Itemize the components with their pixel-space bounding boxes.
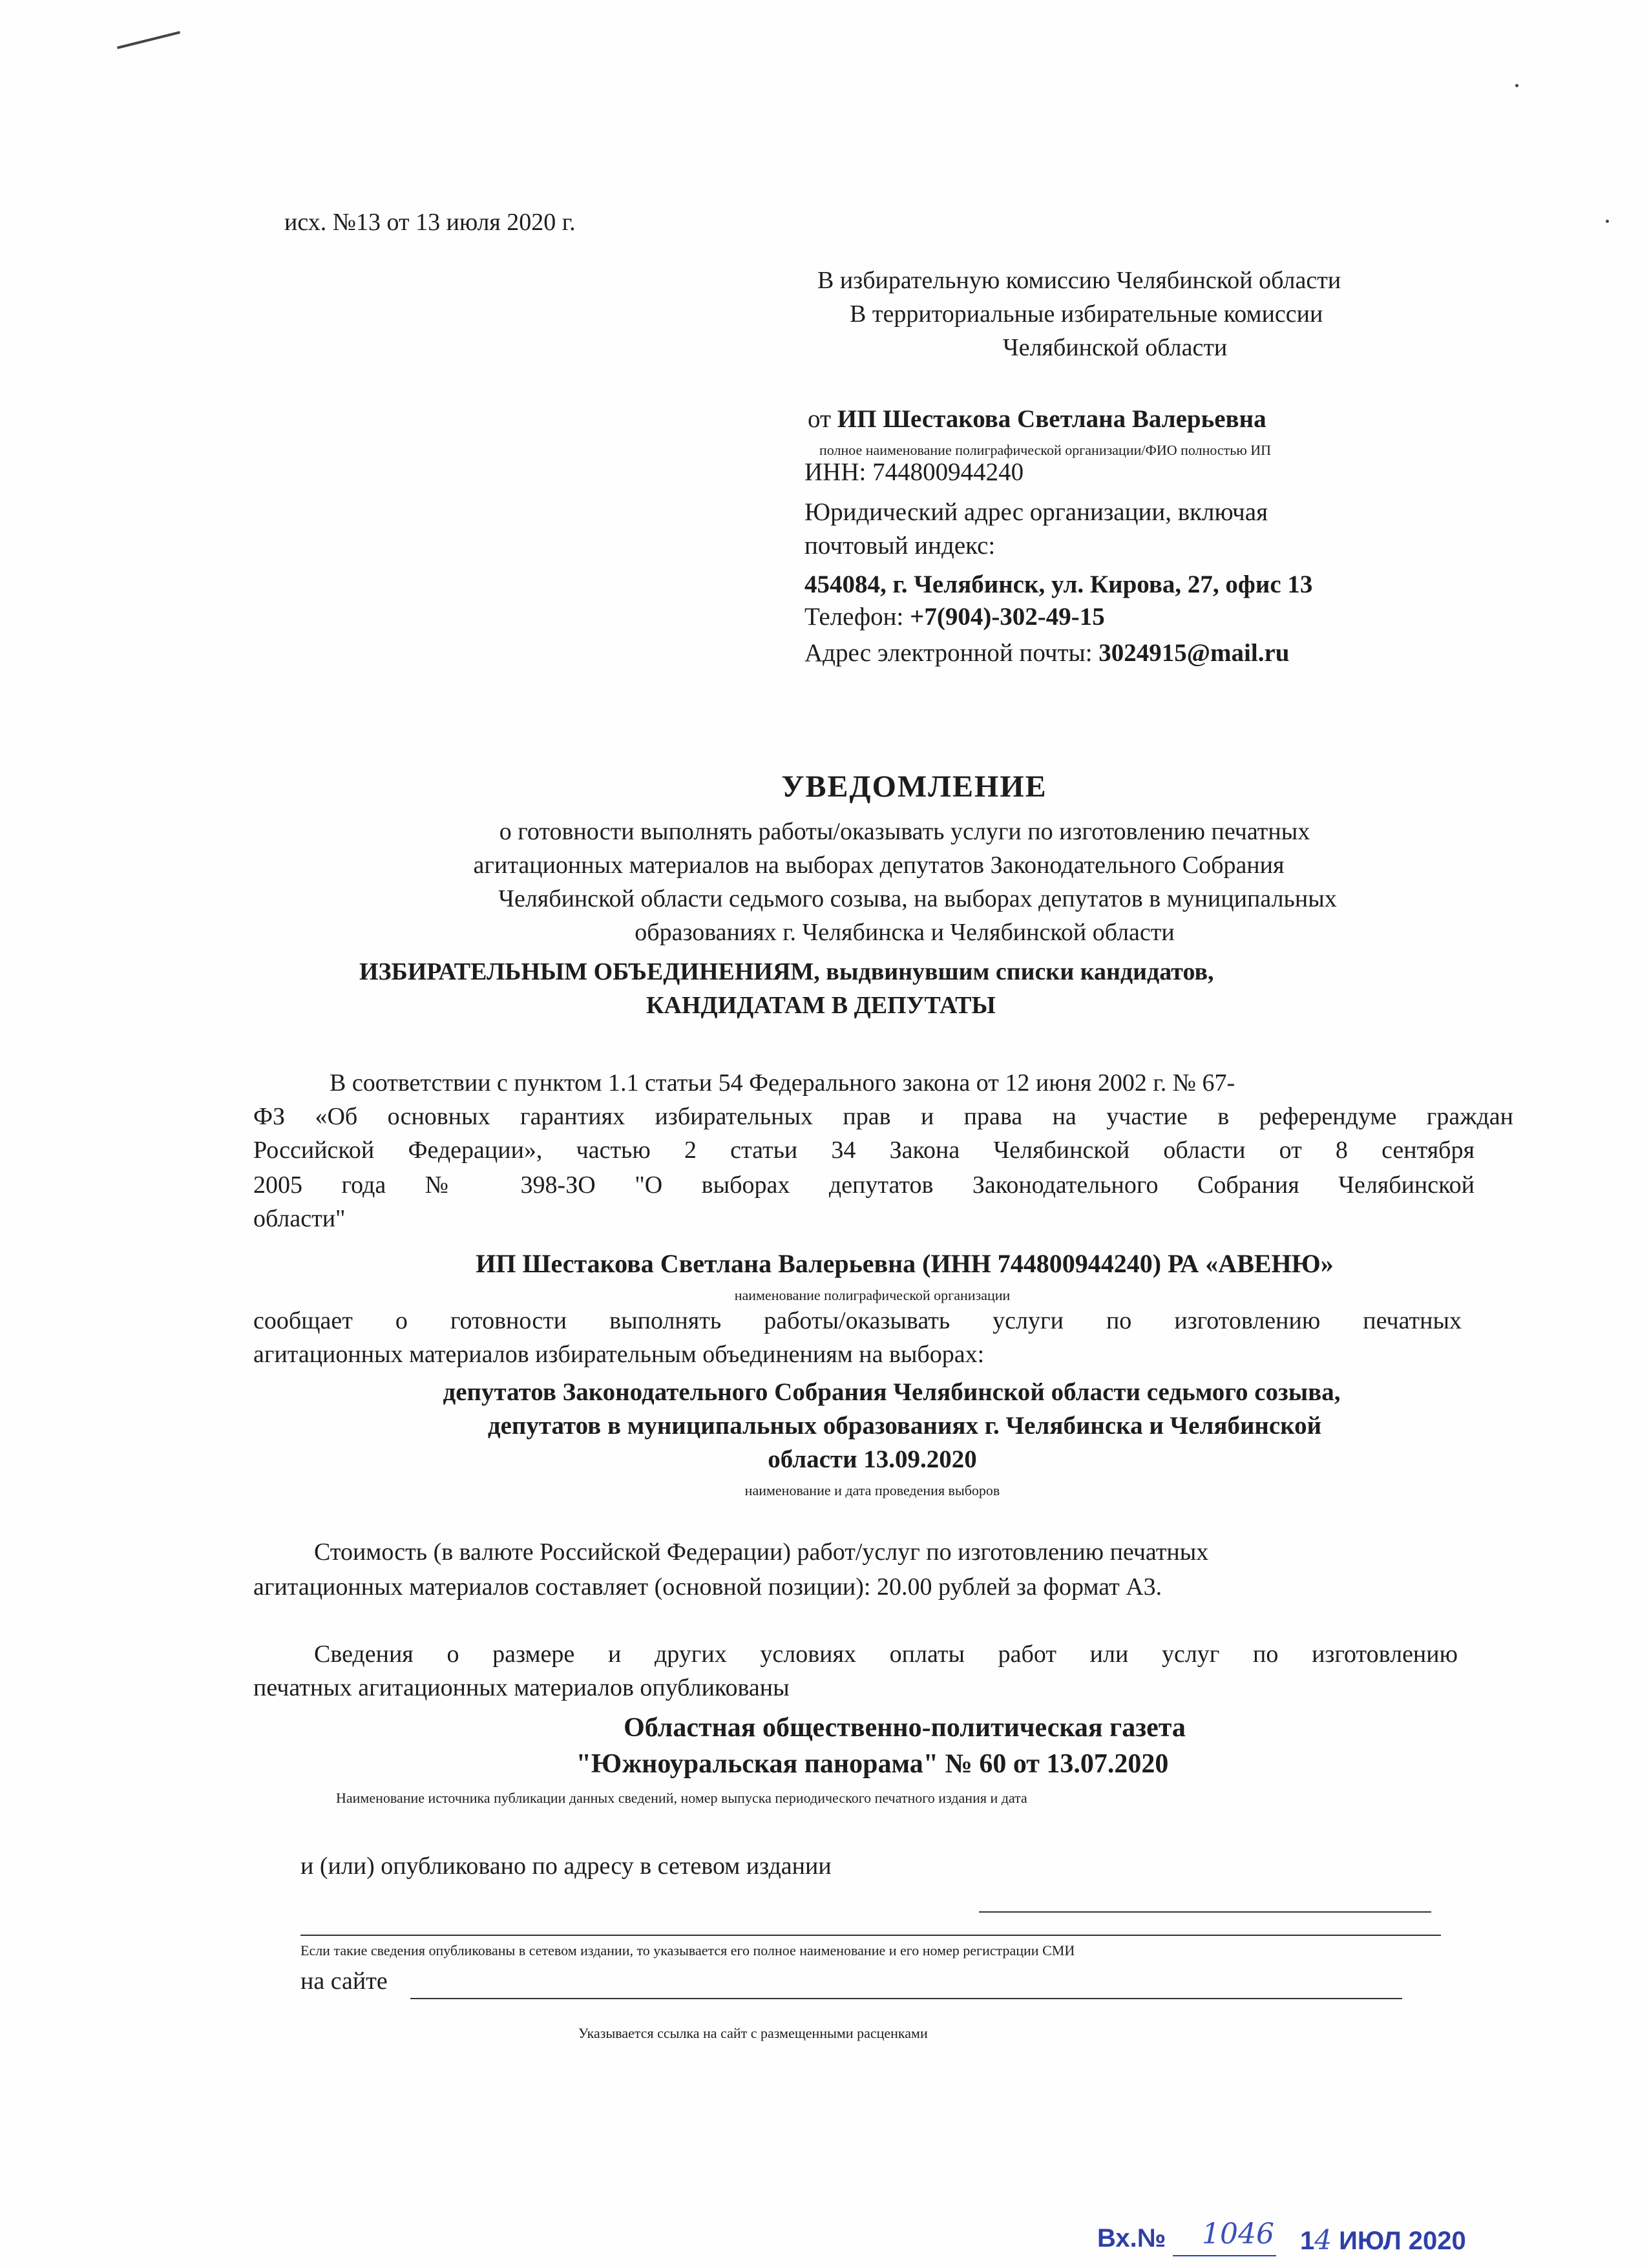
basis-line: 2005 года № 398-ЗО "О выборах депутатов Законодательного Собрания Челябинской (253, 1171, 1475, 1199)
recipient-line: В территориальные избирательные комиссии (850, 300, 1323, 328)
online-label: и (или) опубликовано по адресу в сетевом издании (300, 1853, 832, 1880)
phone-value: +7(904)-302-49-15 (910, 603, 1105, 631)
scan-mark (117, 31, 180, 49)
from-name: ИП Шестакова Светлана Валерьевна (837, 405, 1266, 433)
newspaper-caption: Наименование источника публикации данных сведений, номер выпуска периодического печатного издания и дата (336, 1790, 1027, 1806)
elections-line: депутатов в муниципальных образованиях г. Челябинска и Челябинской (487, 1412, 1322, 1440)
incoming-stamp-number: 1046 (1202, 2218, 1274, 2251)
basis-line: ФЗ «Об основных гарантиях избирательных прав и права на участие в референдуме граждан (253, 1103, 1513, 1130)
basis-line: области" (253, 1205, 346, 1232)
outgoing-number: исх. №13 от 13 июля 2020 г. (284, 209, 576, 236)
stamp-date-rest: ИЮЛ 2020 (1339, 2227, 1466, 2255)
email-value: 3024915@mail.ru (1098, 639, 1290, 667)
cost-line: Стоимость (в валюте Российской Федерации) работ/услуг по изготовлению печатных (314, 1538, 1209, 1566)
recipient-line: В избирательную комиссию Челябинской области (817, 267, 1341, 294)
addressees-line: КАНДИДАТАМ В ДЕПУТАТЫ (646, 992, 996, 1019)
elections-line: области 13.09.2020 (768, 1445, 977, 1473)
stamp-number-underline (1173, 2255, 1276, 2256)
site-underline (410, 1998, 1402, 1999)
info-line: печатных агитационных материалов опубликованы (253, 1674, 790, 1701)
from-prefix: от (808, 405, 837, 433)
scan-dot (1515, 84, 1518, 87)
info-line: Сведения о размере и других условиях оплаты работ или услуг по изготовлению (314, 1641, 1458, 1668)
ready-line: агитационных материалов избирательным объединениям на выборах: (253, 1341, 985, 1368)
subtitle-line: агитационных материалов на выборах депутатов Законодательного Собрания (473, 852, 1285, 879)
phone-label: Телефон: (804, 603, 910, 631)
site-label: на сайте (300, 1968, 388, 1995)
sender-name (808, 404, 1266, 434)
scan-dot (1606, 220, 1609, 223)
address-label: Юридический адрес организации, включая (804, 498, 1268, 526)
address-label: почтовый индекс: (804, 532, 996, 560)
stamp-date-day: 1 (1300, 2227, 1315, 2255)
online-underline (979, 1911, 1431, 1913)
ready-line: сообщает о готовности выполнять работы/оказывать услуги по изготовлению печатных (253, 1307, 1462, 1334)
recipient-line: Челябинской области (1003, 334, 1228, 361)
elections-line: депутатов Законодательного Собрания Челябинской области седьмого созыва, (443, 1378, 1341, 1406)
newspaper-line: "Южноуральская панорама" № 60 от 13.07.2020 (576, 1749, 1169, 1779)
online-underline (300, 1935, 1441, 1936)
document-title: УВЕДОМЛЕНИЕ (781, 770, 1047, 804)
elections-caption: наименование и дата проведения выборов (744, 1482, 1000, 1498)
subtitle-line: о готовности выполнять работы/оказывать услуги по изготовлению печатных (499, 818, 1310, 845)
newspaper-line: Областная общественно-политическая газета (624, 1713, 1186, 1743)
subtitle-line: Челябинской области седьмого созыва, на выборах депутатов в муниципальных (498, 885, 1337, 912)
org-caption: наименование полиграфической организации (734, 1287, 1011, 1303)
incoming-stamp-date (1300, 2224, 1466, 2256)
incoming-stamp-prefix: Вх.№ (1097, 2224, 1166, 2252)
basis-line: Российской Федерации», частью 2 статьи 34 Закона Челябинской области от 8 сентября (253, 1137, 1475, 1164)
org-name: ИП Шестакова Светлана Валерьевна (ИНН 744800944240) РА «АВЕНЮ» (476, 1249, 1334, 1278)
sender-address: 454084, г. Челябинск, ул. Кирова, 27, офис 13 (804, 571, 1313, 598)
basis-line: В соответствии с пунктом 1.1 статьи 54 Федерального закона от 12 июня 2002 г. № 67- (330, 1069, 1235, 1097)
addressees-line: ИЗБИРАТЕЛЬНЫМ ОБЪЕДИНЕНИЯМ, выдвинувшим списки кандидатов, (359, 958, 1214, 985)
cost-line: агитационных материалов составляет (основной позиции): 20.00 рублей за формат А3. (253, 1573, 1162, 1601)
sender-name-caption: полное наименование полиграфической организации/ФИО полностью ИП (819, 442, 1272, 458)
online-caption: Если такие сведения опубликованы в сетевом издании, то указывается его полное наименование и его номер регистрации СМИ (300, 1942, 1075, 1958)
stamp-date-handwritten: 4 (1314, 2224, 1332, 2256)
sender-inn: ИНН: 744800944240 (804, 458, 1024, 486)
email-label: Адрес электронной почты: (804, 639, 1099, 667)
sender-email (804, 638, 1289, 667)
site-caption: Указывается ссылка на сайт с размещенными расценками (578, 2025, 928, 2041)
subtitle-line: образованиях г. Челябинска и Челябинской области (635, 919, 1175, 946)
sender-phone (804, 602, 1105, 631)
